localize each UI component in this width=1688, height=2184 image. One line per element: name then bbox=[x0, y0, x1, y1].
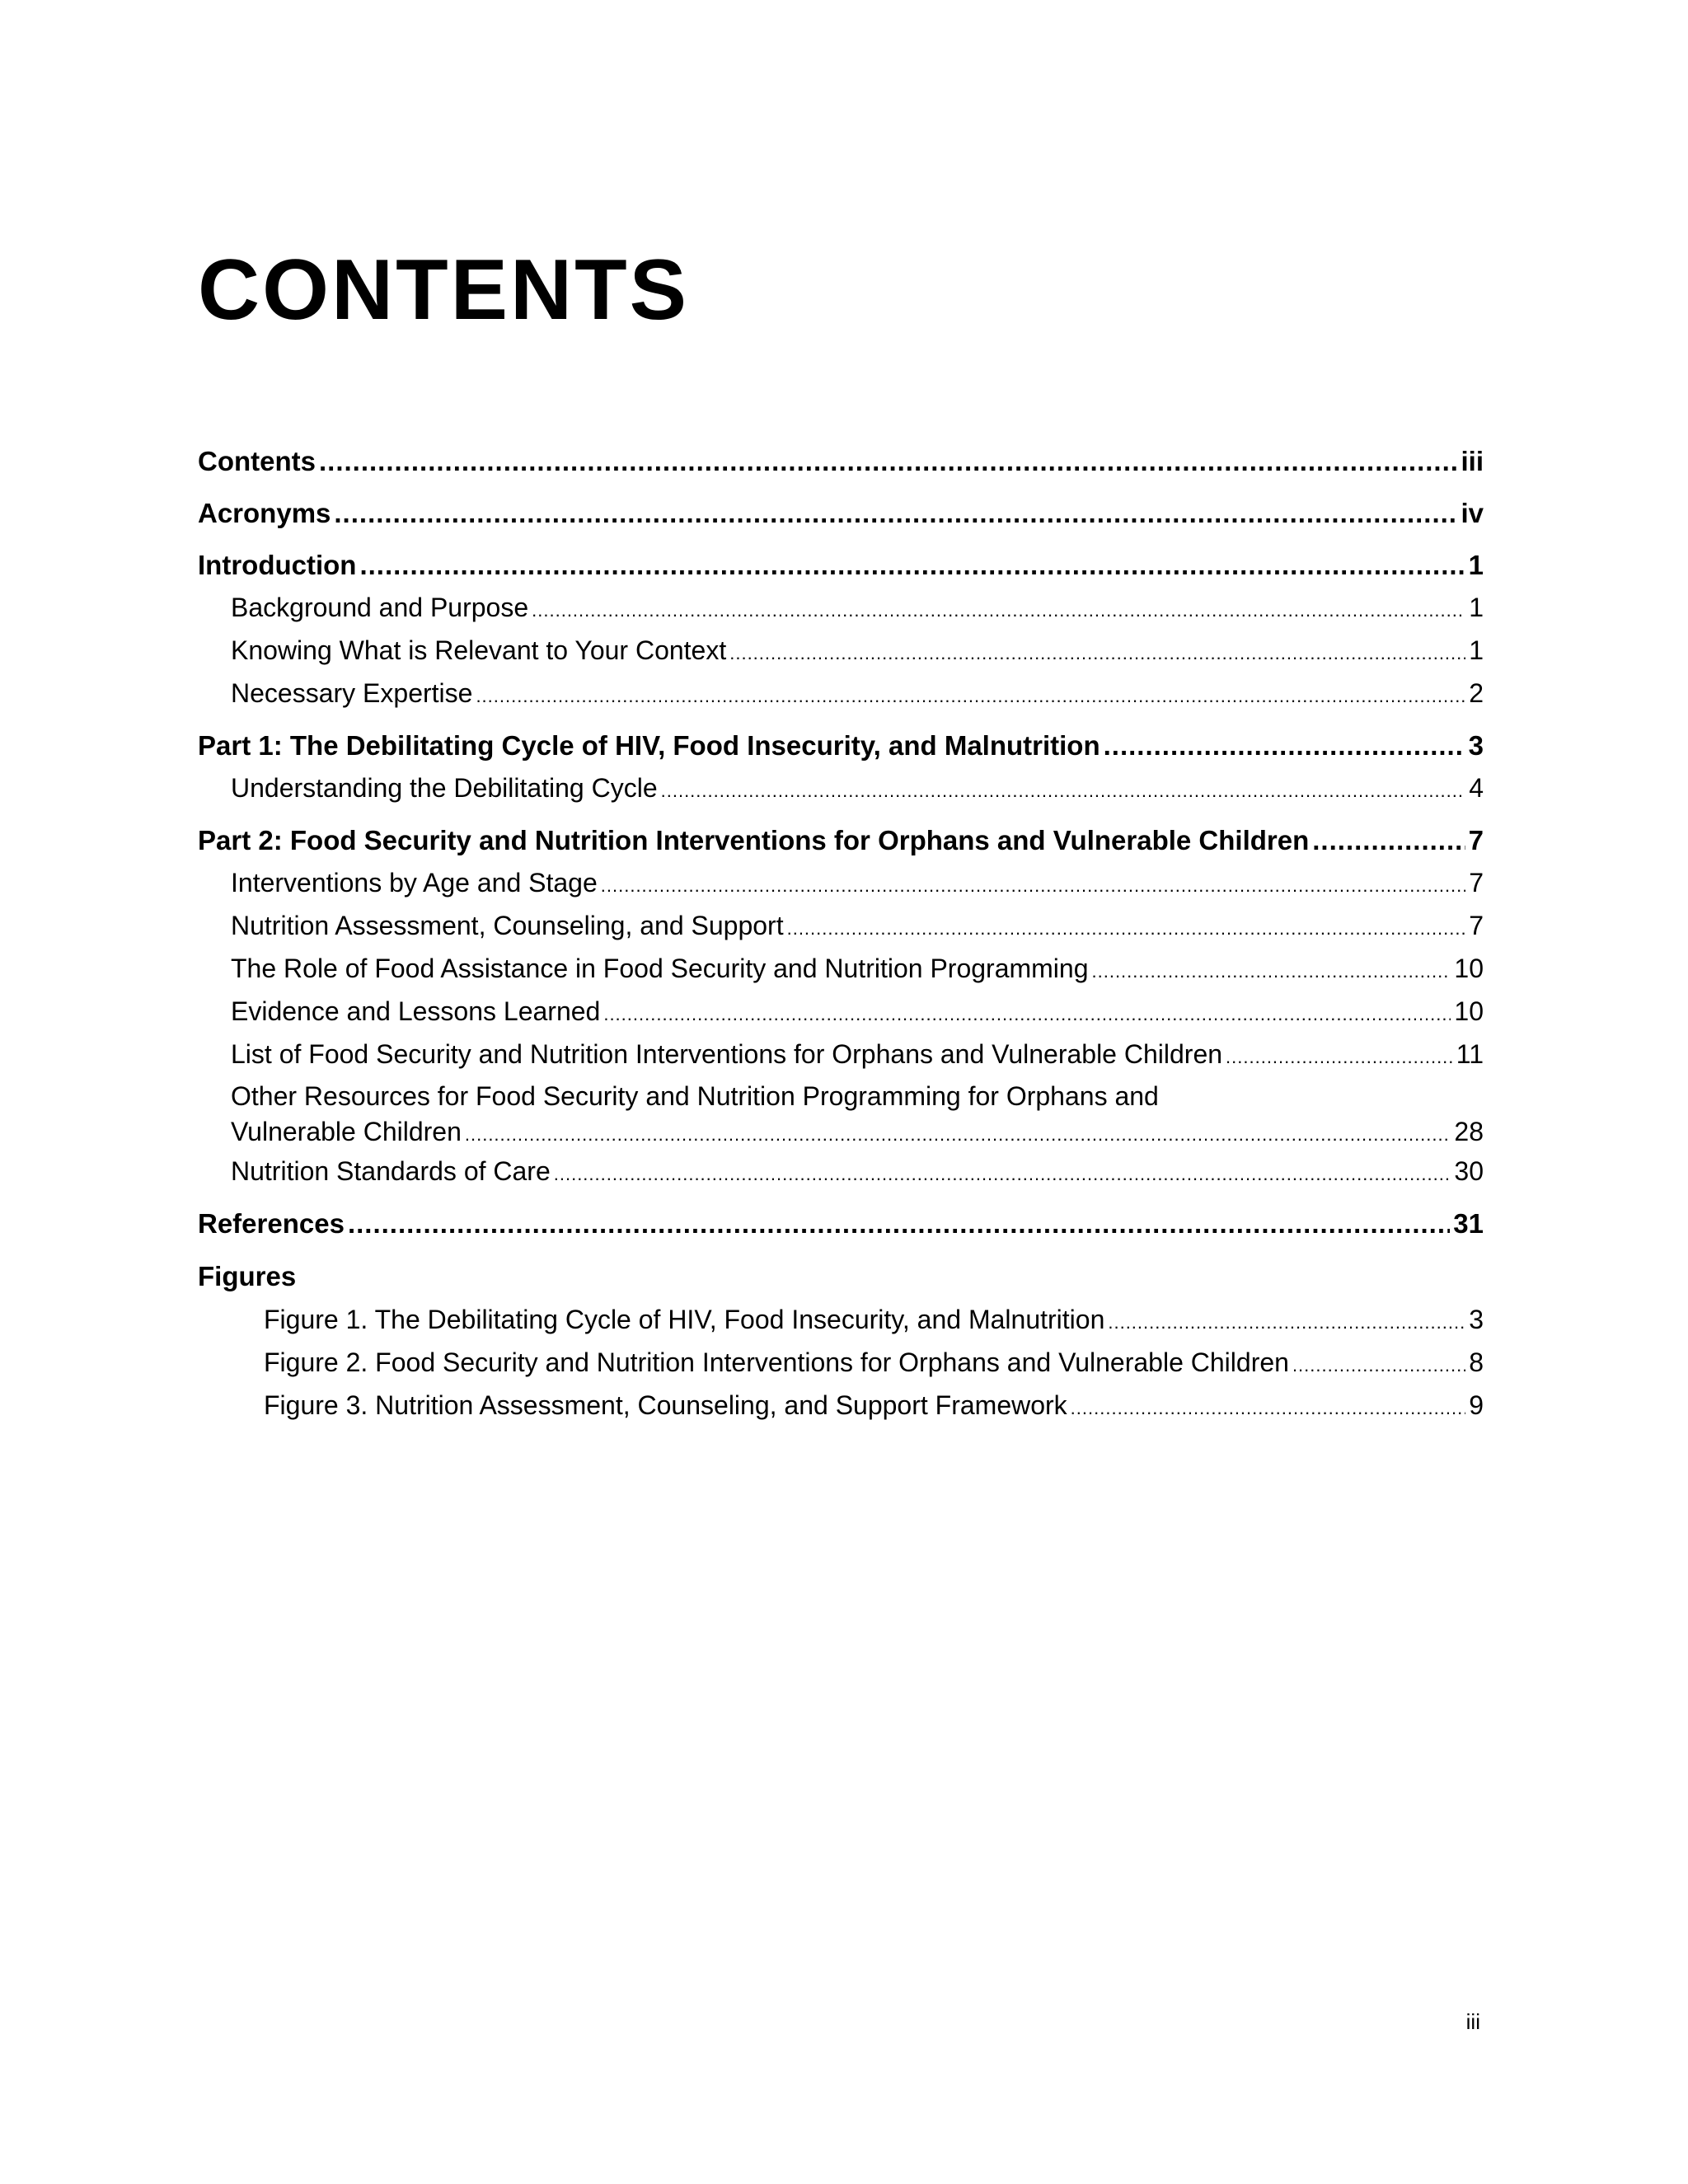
toc-entry-page: 10 bbox=[1454, 996, 1484, 1026]
dot-leader bbox=[1312, 820, 1465, 861]
dot-leader bbox=[1226, 1033, 1453, 1079]
toc-entry-introduction[interactable] bbox=[198, 545, 1484, 586]
dot-leader bbox=[661, 766, 1466, 813]
toc-entry-label: Acronyms bbox=[198, 498, 331, 528]
toc-entry-page: 4 bbox=[1469, 773, 1484, 803]
toc-entry-part-1[interactable] bbox=[198, 725, 1484, 766]
toc-entry-knowing-what-is-relevant[interactable] bbox=[198, 629, 1484, 672]
dot-leader bbox=[603, 990, 1451, 1036]
dot-leader bbox=[729, 629, 1465, 675]
toc-entry-page: iv bbox=[1461, 498, 1484, 528]
figures-heading: Figures bbox=[198, 1261, 297, 1291]
toc-entry-page: 9 bbox=[1469, 1390, 1484, 1420]
dot-leader bbox=[1292, 1341, 1465, 1387]
toc-entry-label: Evidence and Lessons Learned bbox=[231, 996, 601, 1026]
dot-leader bbox=[359, 545, 1465, 586]
toc-entry-page: 7 bbox=[1468, 825, 1484, 855]
toc-entry-contents[interactable] bbox=[198, 441, 1484, 482]
toc-entry-figure-2[interactable] bbox=[198, 1341, 1484, 1384]
toc-entry-label: Figure 3. Nutrition Assessment, Counseling, and Support Framework bbox=[264, 1390, 1067, 1420]
toc-entry-page: 11 bbox=[1456, 1039, 1484, 1069]
toc-entry-label: Nutrition Standards of Care bbox=[231, 1156, 551, 1186]
dot-leader bbox=[1071, 1384, 1466, 1430]
dot-leader bbox=[532, 586, 1465, 632]
dot-leader bbox=[319, 441, 1457, 482]
toc-entry-page: iii bbox=[1461, 446, 1484, 476]
dot-leader bbox=[476, 672, 1465, 718]
dot-leader bbox=[1092, 947, 1451, 993]
toc-entry-list-of-interventions[interactable] bbox=[198, 1033, 1484, 1076]
toc-entry-label: Understanding the Debilitating Cycle bbox=[231, 773, 658, 803]
toc-entry-other-resources[interactable] bbox=[198, 1079, 1484, 1150]
toc-entry-label: Contents bbox=[198, 446, 316, 476]
dot-leader bbox=[787, 904, 1466, 950]
toc-entry-label: Knowing What is Relevant to Your Context bbox=[231, 635, 727, 665]
page-number: iii bbox=[1465, 2009, 1480, 2034]
toc-entry-label: Introduction bbox=[198, 550, 357, 580]
page-title: CONTENTS bbox=[198, 242, 689, 338]
toc-entry-page: 31 bbox=[1453, 1208, 1484, 1239]
toc-entry-label: Interventions by Age and Stage bbox=[231, 868, 598, 898]
toc-entry-references[interactable] bbox=[198, 1203, 1484, 1244]
toc-entry-page: 8 bbox=[1469, 1347, 1484, 1377]
toc-entry-nutrition-standards[interactable] bbox=[198, 1150, 1484, 1193]
toc-entry-background-and-purpose[interactable] bbox=[198, 586, 1484, 629]
toc-entry-label: The Role of Food Assistance in Food Security and Nutrition Programming bbox=[231, 954, 1089, 983]
toc-entry-label: Figure 2. Food Security and Nutrition Interventions for Orphans and Vulnerable Children bbox=[264, 1347, 1289, 1377]
dot-leader bbox=[465, 1113, 1451, 1153]
dot-leader bbox=[601, 861, 1465, 907]
toc-entry-page: 30 bbox=[1454, 1156, 1484, 1186]
dot-leader bbox=[554, 1150, 1451, 1196]
toc-entry-page: 28 bbox=[1454, 1117, 1484, 1146]
toc-entry-page: 7 bbox=[1469, 911, 1484, 940]
dot-leader bbox=[348, 1203, 1450, 1244]
toc-entry-label-line-2: Vulnerable Children bbox=[231, 1117, 462, 1146]
toc-entry-part-2[interactable] bbox=[198, 820, 1484, 861]
dot-leader bbox=[1108, 1298, 1465, 1344]
toc-entry-page: 3 bbox=[1469, 1305, 1484, 1334]
toc-entry-label-line-1: Other Resources for Food Security and Nutrition Programming for Orphans and bbox=[231, 1081, 1159, 1111]
toc-entry-interventions-by-age[interactable] bbox=[198, 861, 1484, 904]
toc-entry-page: 3 bbox=[1468, 730, 1484, 761]
toc-entry-acronyms[interactable] bbox=[198, 493, 1484, 534]
toc-entry-nutrition-assessment[interactable] bbox=[198, 904, 1484, 947]
toc-entry-label: Part 1: The Debilitating Cycle of HIV, Food Insecurity, and Malnutrition bbox=[198, 730, 1100, 761]
toc-entry-page: 1 bbox=[1469, 593, 1484, 622]
toc-entry-page: 2 bbox=[1469, 678, 1484, 708]
toc-entry-figure-1[interactable] bbox=[198, 1298, 1484, 1341]
dot-leader bbox=[1104, 725, 1465, 766]
toc-entry-evidence-and-lessons[interactable] bbox=[198, 990, 1484, 1033]
toc-entry-label: Background and Purpose bbox=[231, 593, 529, 622]
toc-entry-figure-3[interactable] bbox=[198, 1384, 1484, 1427]
toc-entry-page: 1 bbox=[1468, 550, 1484, 580]
toc-entry-label: Nutrition Assessment, Counseling, and Support bbox=[231, 911, 784, 940]
toc-entry-label: Necessary Expertise bbox=[231, 678, 473, 708]
toc-entry-label: List of Food Security and Nutrition Interventions for Orphans and Vulnerable Children bbox=[231, 1039, 1223, 1069]
toc-entry-understanding-the-cycle[interactable] bbox=[198, 766, 1484, 809]
toc-entry-necessary-expertise[interactable] bbox=[198, 672, 1484, 715]
toc-entry-label: Figure 1. The Debilitating Cycle of HIV, Food Insecurity, and Malnutrition bbox=[264, 1305, 1105, 1334]
dot-leader bbox=[334, 493, 1457, 534]
table-of-contents bbox=[198, 441, 1484, 1427]
toc-entry-page: 7 bbox=[1469, 868, 1484, 898]
toc-entry-label: Part 2: Food Security and Nutrition Interventions for Orphans and Vulnerable Children bbox=[198, 825, 1310, 855]
toc-entry-page: 1 bbox=[1469, 635, 1484, 665]
toc-entry-page: 10 bbox=[1454, 954, 1484, 983]
toc-entry-label: References bbox=[198, 1208, 345, 1239]
toc-entry-role-of-food-assistance[interactable] bbox=[198, 947, 1484, 990]
